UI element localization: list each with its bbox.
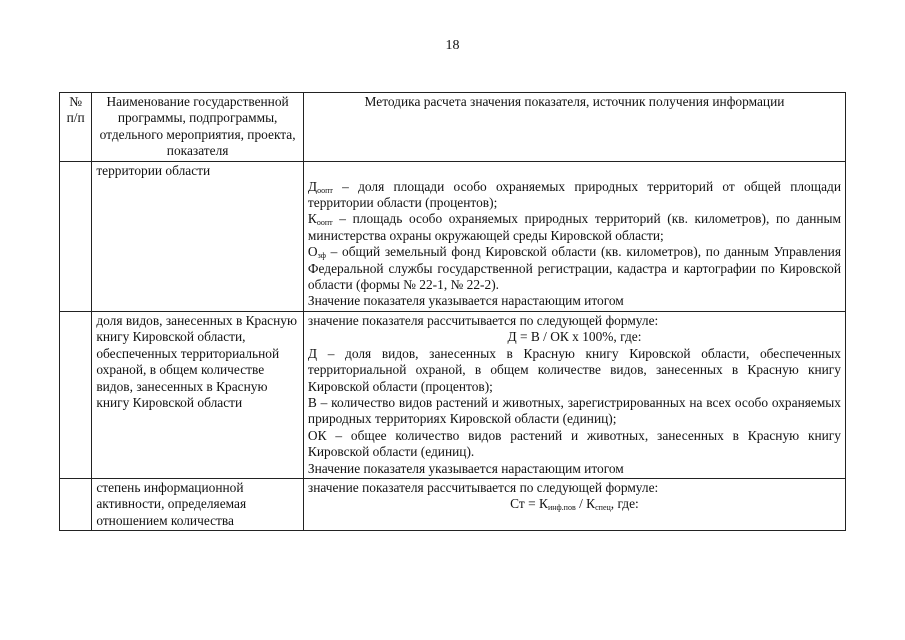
row-number-cell xyxy=(60,161,92,311)
header-method: Методика расчета значения показателя, источник получения информации xyxy=(303,93,845,162)
table-row xyxy=(60,478,846,530)
row-method-cell xyxy=(303,161,845,311)
header-number: № п/п xyxy=(60,93,92,162)
formula: Ст = $К_{инф.пов} / К_{спец}$, где: xyxy=(510,496,639,513)
indicator-table xyxy=(59,92,846,531)
definition-line: ОК – общее количество видов растений и животных, занесенных в Красную книгу Кировской области (единиц). xyxy=(307,427,841,460)
row-number-cell xyxy=(60,478,92,530)
row-name-cell: доля видов, занесенных в Красную книгу Кировской области, обеспеченных территориальной охраной, в общем количестве видов, занесенных в Красную книгу Кировской области xyxy=(92,311,304,478)
definition-line: $Д_{оопт}$ – доля площади особо охраняемых природных территорий от общей площади территории области (процентов); xyxy=(307,178,841,211)
header-name: Наименование государственной программы, подпрограммы, отдельного мероприятия, проекта, показателя xyxy=(92,93,304,162)
definition-line: Д – доля видов, занесенных в Красную книгу Кировской области, обеспеченных территориальной охраной, в общем количестве видов, занесенных в Красную книгу Кировской области (процентов); xyxy=(307,345,841,394)
definition-line: В – количество видов растений и животных, зарегистрированных на всех особо охраняемых природных территориях Кировской области (единиц); xyxy=(307,394,841,427)
cumulative-note: Значение показателя указывается нарастающим итогом xyxy=(307,293,624,309)
table-row xyxy=(60,161,846,311)
row-name-cell: территории области xyxy=(92,161,304,311)
cumulative-note: Значение показателя указывается нарастающим итогом xyxy=(307,460,624,476)
formula-intro: значение показателя рассчитывается по следующей формуле: xyxy=(307,479,659,495)
definition-line: $К_{оопт}$ – площадь особо охраняемых природных территорий (кв. километров), по данным министерства охраны окружающей среды Кировской области; xyxy=(307,211,841,243)
row-method-cell xyxy=(303,311,845,478)
row-method-cell xyxy=(303,478,845,530)
page-number: 18 xyxy=(445,38,460,53)
row-number-cell xyxy=(60,311,92,478)
formula: Д = В / ОК х 100%, где: xyxy=(507,329,642,345)
table-row xyxy=(60,311,846,478)
table-header-row xyxy=(60,93,846,162)
row-name-cell: степень информационной активности, определяемая отношением количества xyxy=(92,478,304,530)
formula-intro: значение показателя рассчитывается по следующей формуле: xyxy=(307,312,659,328)
definition-line: $О_{зф}$ – общий земельный фонд Кировской области (кв. километров), по данным Управления Федеральной службы государственной регистрации, кадастра и картографии по Кировской области (формы № 22-1, № 22-2). xyxy=(307,244,841,293)
